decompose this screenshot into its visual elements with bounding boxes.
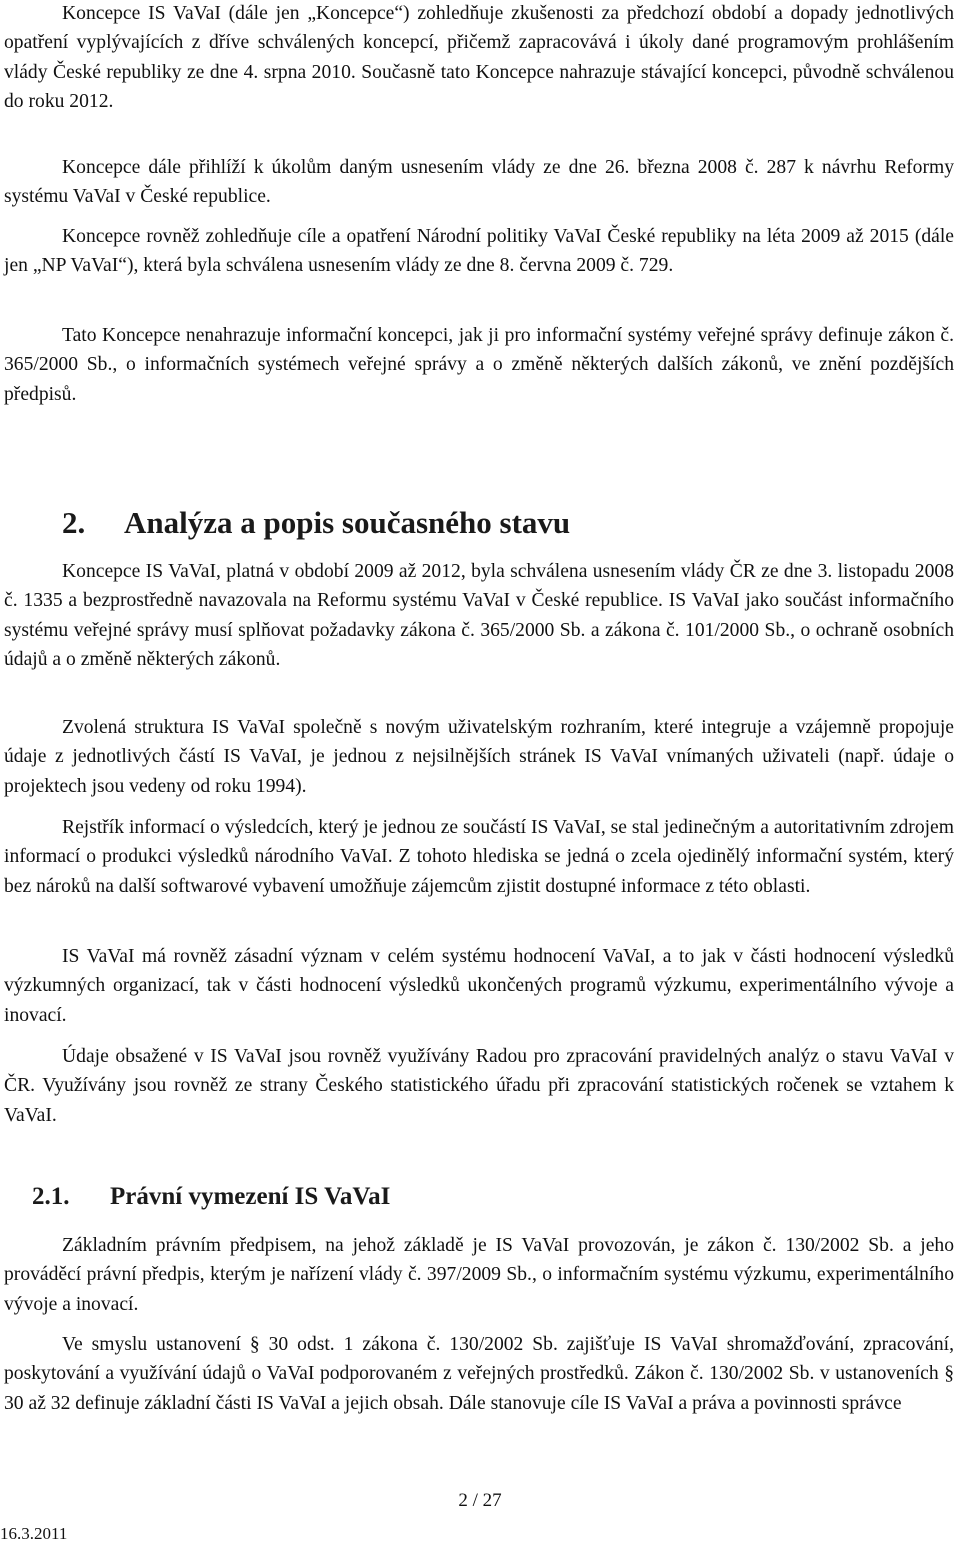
page-number: 2 / 27 [458,1490,502,1511]
section-2-1-heading [32,1180,390,1214]
intro-paragraph-1: Koncepce IS VaVaI (dále jen „Koncepce“) zohledňuje zkušenosti za předchozí období a dopady jednotlivých opatření vyplývajících z dříve schválených koncepcí, přičemž zapracovává i úkoly dané programovým prohlášením vlády České republiky ze dne 4. srpna 2010. Současně tato Koncepce nahrazuje stávající koncepci, původně schválenou do roku 2012. [4,3,954,113]
section-2-heading [62,503,570,543]
section-2-paragraph-5: Údaje obsažené v IS VaVaI jsou rovněž využívány Radou pro zpracování pravidelných analýz o stavu VaVaI v ČR. Využívány jsou rovněž ze strany Českého statistického úřadu při zpracování statistických ročenek se vztahem k VaVaI. [4,1046,954,1126]
section-2-1-paragraph-2: Ve smyslu ustanovení § 30 odst. 1 zákona č. 130/2002 Sb. zajišťuje IS VaVaI shromažďování, zpracování, poskytování a využívání údajů o VaVaI podporovaném z veřejných prostředků. Zákon č. 130/2002 Sb. v ustanoveních § 30 až 32 definuje základní části IS VaVaI a jejich obsah. Dále stanovuje cíle IS VaVaI a práva a povinnosti správce [4,1334,954,1414]
section-2-paragraph-3: Rejstřík informací o výsledcích, který je jednou ze součástí IS VaVaI, se stal jedinečným a autoritativním zdrojem informací o produkci výsledků národního VaVaI. Z tohoto hlediska se jedná o zcela ojedinělý informační systém, který bez nároků na další softwarové vybavení umožňuje zájemcům zjistit dostupné informace z této oblasti. [4,817,954,897]
intro-paragraph-2: Koncepce dále přihlíží k úkolům daným usnesením vlády ze dne 26. března 2008 č. 287 k návrhu Reformy systému VaVaI v České republice. [4,157,954,208]
section-2-1-paragraph-1: Základním právním předpisem, na jehož základě je IS VaVaI provozován, je zákon č. 130/2002 Sb. a jeho prováděcí právní předpis, kterým je nařízení vlády č. 397/2009 Sb., o informačním systému výzkumu, experimentálního vývoje a inovací. [4,1235,954,1315]
document-date: 16.3.2011 [0,1524,68,1543]
intro-paragraph-4: Tato Koncepce nenahrazuje informační koncepci, jak ji pro informační systémy veřejné správy definuje zákon č. 365/2000 Sb., o informačních systémech veřejné správy a o změně některých dalších zákonů, ve znění pozdějších předpisů. [4,325,954,405]
section-2-title: Analýza a popis současného stavu [124,505,571,540]
section-2-paragraph-2: Zvolená struktura IS VaVaI společně s novým uživatelským rozhraním, které integruje a vzájemně propojuje údaje z jednotlivých částí IS VaVaI, je jednou z nejsilnějších stránek IS VaVaI vnímaných uživateli (např. údaje o projektech jsou vedeny od roku 1994). [4,717,954,797]
section-2-number: 2. [62,505,86,540]
section-2-1-number: 2.1. [32,1183,70,1210]
intro-paragraph-3: Koncepce rovněž zohledňuje cíle a opatření Národní politiky VaVaI České republiky na léta 2009 až 2015 (dále jen „NP VaVaI“), která byla schválena usnesením vlády ze dne 8. června 2009 č. 729. [4,226,954,277]
section-2-paragraph-4: IS VaVaI má rovněž zásadní význam v celém systému hodnocení VaVaI, a to jak v části hodnocení výsledků výzkumných organizací, tak v části hodnocení výsledků ukončených programů výzkumu, experimentálního vývoje a inovací. [4,946,954,1026]
section-2-1-title: Právní vymezení IS VaVaI [110,1183,391,1210]
section-2-paragraph-1: Koncepce IS VaVaI, platná v období 2009 až 2012, byla schválena usnesením vlády ČR ze dne 3. listopadu 2008 č. 1335 a bezprostředně navazovala na Reformu systému VaVaI v České republice. IS VaVaI jako součást informačního systému veřejné správy musí splňovat požadavky zákona č. 365/2000 Sb. a zákona č. 101/2000 Sb., o ochraně osobních údajů a o změně některých zákonů. [4,561,954,671]
